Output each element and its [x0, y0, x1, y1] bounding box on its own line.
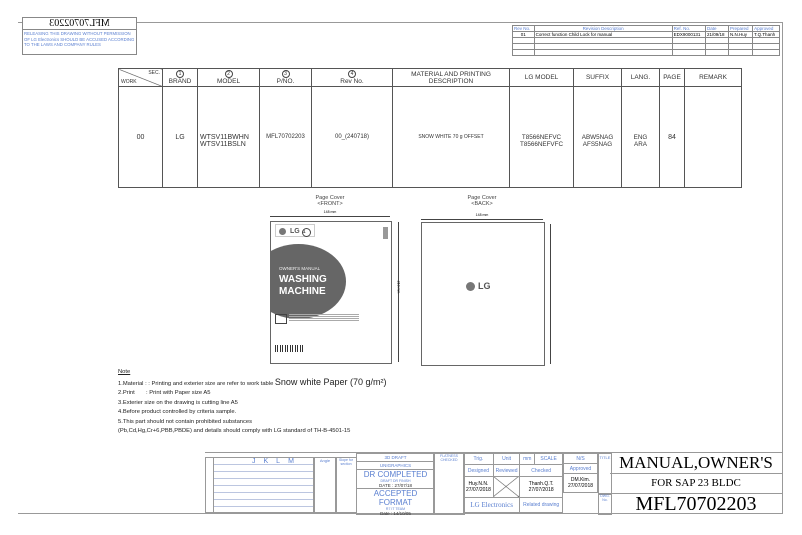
sign-table	[463, 453, 563, 513]
note-line: 2.Print : Print with Paper size A5	[118, 390, 211, 396]
note-line: 3.Exterier size on the drawing is cutting line A5	[118, 399, 238, 406]
material-header: MATERIAL AND PRINTING DESCRIPTION	[393, 69, 510, 87]
note-text: 1.Material : : Printing and exterier size are refer to work table	[118, 380, 274, 387]
header-label: BRAND	[168, 78, 192, 85]
height-label: 210 mm	[396, 280, 401, 294]
header-label: Rev No.	[340, 78, 364, 85]
slope-column: Slope for section	[335, 457, 357, 513]
material-cell: SNOW WHITE 70 g OFFSET	[393, 87, 510, 188]
approver-cell	[564, 474, 598, 493]
approver-date: 27/07/2018	[567, 483, 594, 490]
checker-date: 27/07/2018	[528, 487, 554, 494]
product-line: MACHINE	[279, 286, 326, 297]
drawing-subtitle: FOR SAP 23 BLDC	[651, 477, 741, 489]
dr-completed: DR COMPLETED	[363, 470, 428, 479]
lang-header: LANG.	[622, 69, 660, 87]
logo-text: LG	[290, 228, 300, 235]
draft-dr: DRAFT DR FINISH	[380, 479, 411, 483]
logo-text: LG	[478, 281, 491, 291]
rev-cell: EDX9000131	[672, 32, 705, 38]
model-value: WTSV11BSLN	[200, 141, 246, 148]
unit-label: Unit	[493, 454, 519, 465]
lg-model-cell	[510, 87, 574, 188]
rev-header: Rev No.	[513, 26, 535, 32]
trig-label: Trig.	[464, 454, 494, 465]
remark-cell	[685, 87, 742, 188]
brand-cell: LG	[163, 87, 198, 188]
width-label: 148 mm	[475, 213, 489, 217]
rev-cell: 01	[513, 32, 535, 38]
rev-header: Ref. No.	[672, 26, 705, 32]
scale-label: SCALE	[535, 454, 563, 465]
header-label: P/NO.	[276, 78, 295, 85]
front-cover-label	[300, 195, 360, 207]
designer-cell	[464, 476, 494, 497]
class-col: M	[288, 458, 302, 465]
sec-work-header	[119, 69, 163, 87]
title-block	[205, 452, 782, 516]
width-dimension	[270, 216, 390, 217]
lg-model-header: LG MODEL	[510, 69, 574, 87]
drawing-title: MANUAL,OWNER'S	[610, 453, 782, 474]
side-tab	[383, 227, 388, 239]
approval-table	[563, 453, 598, 493]
drawing-number: MFL70702203	[610, 493, 782, 514]
rev-cell: N.N.Huy	[728, 32, 752, 38]
paper-spec: Snow white Paper (70 g/m²)	[274, 376, 387, 387]
rev-cell: Correct function Child Lock for manual	[534, 32, 672, 38]
remark-header: REMARK	[685, 69, 742, 87]
lg-logo	[466, 281, 491, 291]
unigraphics-label: UNIGRAPHICS	[357, 462, 434, 470]
accepted-date: Date : 14/10/05	[380, 511, 411, 516]
barcode	[275, 345, 305, 352]
designer: Huy.N.N.	[468, 481, 489, 488]
corner-box	[22, 17, 137, 55]
angle-column: Angle	[313, 457, 337, 513]
product-title	[279, 274, 327, 298]
fine-print	[289, 314, 359, 322]
pno-header	[260, 69, 312, 87]
work-cell: 00	[119, 87, 163, 188]
revision-table	[512, 25, 780, 56]
column-number: 1	[176, 70, 184, 78]
related-drawing: Related drawing	[520, 498, 563, 513]
lg-model-value: T8566NEFVC	[521, 134, 562, 141]
team-label: R7 IT TEAM	[385, 507, 406, 511]
class-col: L	[276, 458, 289, 465]
suffix-cell	[574, 87, 622, 188]
header-label: MODEL	[216, 78, 241, 85]
book-icon	[275, 314, 287, 324]
back-cover-label	[452, 195, 512, 207]
checker-cell	[520, 476, 563, 497]
warning-text: RELEASING THIS DRAWING WITHOUT PERMISSION OF LG Electronics SHOULD BE ACCUSED ACCORDING TO THE LAWS AND COMPANY RULES	[24, 31, 135, 47]
column-number: 3	[282, 70, 290, 78]
note-line	[118, 378, 386, 390]
reviewed-cell	[493, 476, 519, 497]
title-label: TITLE	[598, 453, 612, 495]
checked-label: Checked	[520, 465, 563, 476]
note-line: (Pb,Cd,Hg,Cr+6,PBB,PBDE) and details should comply with LG standard of TH-B-4501-15	[118, 428, 351, 434]
company-name: LG Electronics	[464, 498, 520, 513]
number-badge: 1	[302, 228, 311, 237]
rev-cell: 00_(240718)	[312, 87, 393, 188]
approver: DM.Kim.	[570, 477, 591, 484]
lg-model-value: T8566NEFVFC	[519, 141, 564, 148]
lg-logo	[275, 224, 315, 237]
column-number: 4	[348, 70, 356, 78]
cover-title: Page Cover	[467, 195, 497, 201]
note-line: 5.This part should not contain prohibited substances	[118, 418, 253, 425]
lg-face-icon	[279, 228, 286, 235]
mm-label: mm	[520, 454, 535, 465]
class-col: K	[263, 458, 277, 465]
note-line: 4.Before product controlled by criteria sample.	[118, 409, 237, 415]
suffix-value: AFS5NAG	[582, 141, 613, 148]
rev-header: Approved	[753, 26, 780, 32]
brand-header	[163, 69, 198, 87]
approved-label: Approved	[564, 464, 598, 474]
notes	[118, 368, 386, 437]
model-cell	[198, 87, 260, 188]
rev-cell: T.Q.Thanh	[753, 32, 780, 38]
suffix-header: SUFFIX	[574, 69, 622, 87]
reviewed-label: Reviewed	[493, 465, 519, 476]
draft-label: 3D DRAFT	[357, 454, 434, 462]
rev-header: Date	[705, 26, 728, 32]
cover-title: Page Cover	[315, 195, 345, 201]
width-label: 148 mm	[323, 210, 337, 214]
page-header: PAGE	[660, 69, 685, 87]
product-line: WASHING	[279, 274, 327, 285]
lang-value: ENG	[633, 134, 648, 141]
page-cell: 84	[660, 87, 685, 188]
designed-label: Designed	[464, 465, 494, 476]
accepted-format: ACCEPTED FORMAT	[373, 489, 418, 507]
class-columns	[252, 458, 302, 465]
owners-manual-text: OWNER'S MANUAL	[279, 266, 321, 271]
front-cover	[270, 221, 392, 364]
rev-no-header	[312, 69, 393, 87]
rev-cell: 21/09/18	[705, 32, 728, 38]
lang-value: ARA	[634, 141, 647, 148]
flatness-checked: FLATNESS CHECKED	[433, 453, 465, 515]
lang-cell	[622, 87, 660, 188]
column-number: 2	[225, 70, 233, 78]
model-header	[198, 69, 260, 87]
model-value: WTSV11BWHN	[200, 134, 249, 141]
designer-date: 27/07/2018	[465, 487, 491, 494]
sec-label: SEC.	[148, 70, 160, 76]
work-label: WORK	[121, 79, 137, 85]
cover-sub: <FRONT>	[317, 201, 343, 207]
draft-box	[356, 453, 435, 515]
notes-title: Note	[118, 369, 131, 375]
dwg-label: DWG. No.	[598, 493, 612, 515]
back-cover	[421, 222, 545, 366]
rev-header: Prepared	[728, 26, 752, 32]
height-dimension	[550, 224, 551, 364]
work-table	[118, 68, 742, 188]
rev-header: Revision Description	[534, 26, 672, 32]
class-grid	[213, 457, 315, 513]
class-col: J	[252, 458, 264, 465]
ns-label: N/S	[564, 454, 598, 464]
suffix-value: ABW5NAG	[581, 134, 614, 141]
pno-cell: MFL70702203	[260, 87, 312, 188]
checker: Thanh.Q.T.	[528, 481, 554, 488]
table-row	[119, 87, 742, 188]
mirrored-part-no: MFL70702203	[23, 18, 136, 30]
dr-date: DATE : 27/07/18	[357, 483, 434, 489]
width-dimension	[421, 219, 543, 220]
cover-sub: <BACK>	[471, 201, 493, 207]
lg-face-icon	[466, 282, 475, 291]
